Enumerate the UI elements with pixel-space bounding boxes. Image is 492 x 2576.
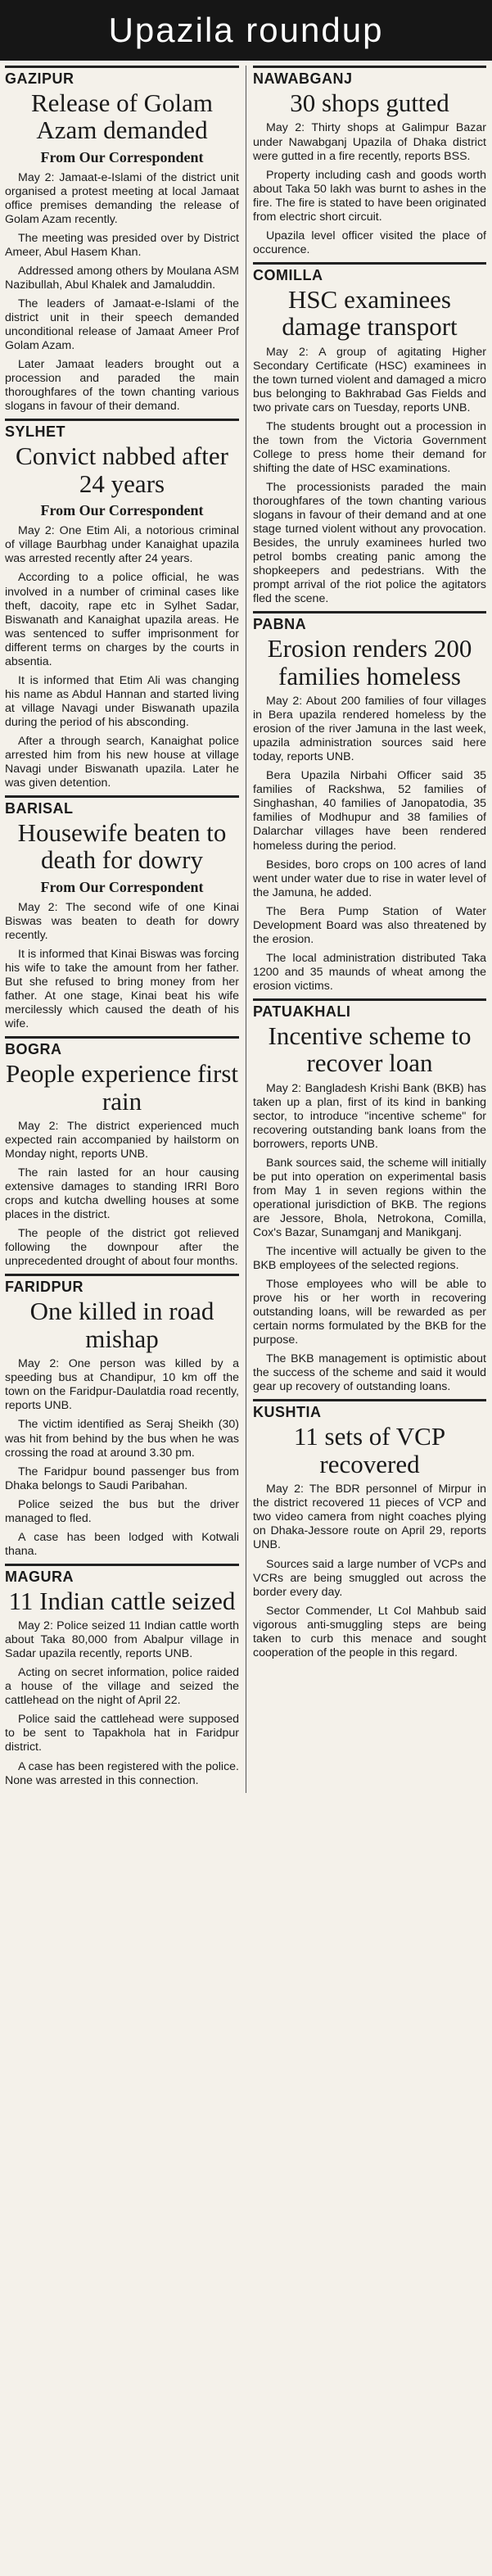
right-column [246,66,486,1793]
story-headline: Convict nabbed after 24 years [16,441,228,498]
story-paragraph: May 2: A group of agitating Higher Secondary Certificate (HSC) examinees in the town turned violent and damaged a micro bus belonging to Bakhrabad Gas Fields and two private cars on Tuesday, reports UNB. [253,345,486,414]
story-headline: 11 sets of VCP recovered [293,1422,446,1478]
story-body [5,1357,239,1558]
news-story [5,1036,239,1269]
news-story [5,795,239,1031]
story-paragraph: Bank sources said, the scheme will initially be put into operation on experimental basis from May 1 in seven regions within the operational jurisdiction of BKB. The regions are Jessore, Bhola, Netrokona, Comilla, Cox's Bazar, Sunamganj and Manikganj. [253,1156,486,1240]
story-dateline: BOGRA [5,1036,239,1058]
story-body [5,1619,239,1787]
story-paragraph: May 2: Bangladesh Krishi Bank (BKB) has taken up a plan, first of its kind in banking sector, to introduce "incentive scheme" for recovering outstanding bank loans from the borrowers, reports UNB. [253,1081,486,1151]
story-paragraph: According to a police official, he was involved in a number of criminal cases like theft, dacoity, rape etc in Sylhet Sadar, Biswanath and Kanaighat upazila areas. He was sentenced to suffer imprisonment for different terms on charges by the courts in absentia. [5,571,239,668]
section-banner [0,0,492,61]
story-byline: From Our Correspondent [40,502,204,519]
story-paragraph: May 2: The second wife of one Kinai Biswas was beaten to death for dowry recently. [5,900,239,942]
story-headline: Housewife beaten to death for dowry [17,817,227,875]
story-dateline: PABNA [253,611,486,633]
story-paragraph: A case has been lodged with Kotwali thana. [5,1530,239,1558]
story-paragraph: It is informed that Kinai Biswas was forcing his wife to take the amount from her father. But she refused to bring money from her father. At one stage, Kinai beat his wife mercilessly which caused the death of his wife. [5,947,239,1031]
news-story [253,66,486,257]
story-paragraph: Acting on secret information, police raided a house of the village and seized the cattlehead on the night of April 22. [5,1666,239,1708]
story-headline: 11 Indian cattle seized [8,1586,236,1615]
story-paragraph: May 2: The district experienced much expected rain accompanied by hailstorm on Monday night, reports UNB. [5,1120,239,1161]
story-dateline: GAZIPUR [5,66,239,88]
story-headline: Erosion renders 200 families homeless [267,634,472,690]
news-story [253,1399,486,1659]
story-byline: From Our Correspondent [40,878,204,895]
story-paragraph: The local administration distributed Taka 1200 and 35 maunds of wheat among the erosion victims. [253,951,486,993]
story-body [253,346,486,607]
story-dateline: FARIDPUR [5,1274,239,1296]
story-paragraph: May 2: About 200 families of four villages in Bera upazila rendered homeless by the erosion of the river Jamuna in the last week, upazila administration sources said here today, reports UNB. [253,695,486,764]
story-headline: People experience first rain [5,1059,239,1116]
story-paragraph: The meeting was presided over by District Ameer, Abul Hasem Khan. [5,232,239,260]
story-paragraph: Upazila level officer visited the place of occurence. [253,229,486,256]
story-paragraph: A case has been registered with the police. None was arrested in this connection. [5,1759,239,1787]
story-paragraph: The students brought out a procession in the town from the Victoria Government College to press home their demand for shifting the date of HSC examinations. [253,419,486,475]
story-paragraph: Police seized the bus but the driver managed to fled. [5,1497,239,1525]
story-body [5,171,239,414]
story-body [253,695,486,994]
story-headline: HSC examinees damage transport [282,284,458,342]
story-paragraph: The victim identified as Seraj Sheikh (30) was hit from behind by the bus when he was crossing the road at around 3.30 pm. [5,1418,239,1460]
story-columns [5,66,487,1793]
story-paragraph: The rain lasted for an hour causing extensive damages to standing IRRI Boro crops and kutcha dwelling houses at some places in the district. [5,1166,239,1222]
left-column [5,66,246,1793]
news-story [5,419,239,790]
story-paragraph: Property including cash and goods worth about Taka 50 lakh was burnt to ashes in the fire. The fire is stated to have been originated from electric short circuit. [253,168,486,224]
story-headline: Release of Golam Azam demanded [30,88,214,145]
story-paragraph: The processionists paraded the main thoroughfares of the town chanting various slogans in favour of their demand and at one stage turned violent without any provocation. Besides, the unruly examinees hurled two petrol bombs creating panic among the shopkeepers and pedestrians. With the prompt arrival of the riot police the agitators fled the scene. [253,480,486,606]
story-paragraph: May 2: Police seized 11 Indian cattle worth about Taka 80,000 from Abalpur village in Sadar upazila recently, reports UNB. [5,1619,239,1661]
story-body [5,901,239,1031]
news-story [5,66,239,414]
story-paragraph: The Faridpur bound passenger bus from Dhaka belongs to Saudi Paribahan. [5,1465,239,1492]
story-paragraph: May 2: Jamaat-e-Islami of the district unit organised a protest meeting at local Jamaat office premises demanding the release of Golam Azam recently. [5,170,239,227]
story-body [253,121,486,256]
story-paragraph: The BKB management is optimistic about the success of the scheme and said it would gear up recovery of outstanding loans. [253,1352,486,1394]
news-story [253,611,486,994]
story-body [5,524,239,790]
story-paragraph: Those employees who will be able to prove his or her worth in recovering outstanding loans, will be rewarded as per certain norms formulated by the BKB for the purpose. [253,1278,486,1347]
story-paragraph: Sources said a large number of VCPs and VCRs are being smuggled out across the border every day. [253,1557,486,1599]
news-story [5,1564,239,1788]
story-dateline: PATUAKHALI [253,998,486,1021]
story-headline: 30 shops gutted [290,88,449,117]
story-dateline: SYLHET [5,419,239,441]
story-dateline: NAWABGANJ [253,66,486,88]
story-dateline: MAGURA [5,1564,239,1586]
story-paragraph: May 2: The BDR personnel of Mirpur in the district recovered 11 pieces of VCP and two video camera from night coaches plying on Dhaka-Jessore route on April 29, reports UNB. [253,1483,486,1552]
story-paragraph: May 2: One person was killed by a speeding bus at Chandipur, 10 km off the town on the Faridpur-Daulatdia road recently, reports UNB. [5,1357,239,1413]
story-paragraph: The incentive will actually be given to the BKB employees of the selected regions. [253,1245,486,1273]
story-paragraph: Later Jamaat leaders brought out a procession and paraded the main thoroughfares of the town chanting various slogans in favour of their demand. [5,358,239,414]
story-paragraph: Bera Upazila Nirbahi Officer said 35 families of Rackshwa, 52 families of Singhashan, 40 families of Janopatodia, 35 families of Modhupur and 38 families of Dalarchar villages have been rendered homeless during the period. [253,769,486,853]
story-headline: One killed in road mishap [29,1297,214,1353]
story-paragraph: The people of the district got relieved following the downpour after the unprecedented drought of about four months. [5,1227,239,1269]
story-paragraph: Besides, boro crops on 100 acres of land went under water due to rise in water level of the Jamuna, he added. [253,858,486,899]
story-paragraph: Sector Commender, Lt Col Mahbub said vigorous anti-smuggling steps are being taken to curb this menace and sought cooperation of the people in this regard. [253,1604,486,1659]
news-story [253,998,486,1395]
story-body [5,1120,239,1269]
story-paragraph: It is informed that Etim Ali was changing his name as Abdul Hannan and started living at village Navagi under Biswanath upazila during the period of his absconding. [5,673,239,729]
section-title: Upazila roundup [108,11,384,49]
story-paragraph: May 2: Thirty shops at Galimpur Bazar under Nawabganj Upazila of Dhaka district were gutted in a fire recently, reports BSS. [253,121,486,163]
story-paragraph: Addressed among others by Moulana ASM Nazibullah, Abul Khalek and Jamaluddin. [5,265,239,292]
story-paragraph: The Bera Pump Station of Water Development Board was also threatened by the erosion. [253,904,486,946]
news-story [253,262,486,607]
story-paragraph: Police said the cattlehead were supposed to be sent to Tapakhola hat in Faridpur district. [5,1713,239,1754]
story-paragraph: After a through search, Kanaighat police arrested him from his new house at village Navagi under Biswanath upazila. Later he was given detention. [5,734,239,790]
story-headline: Incentive scheme to recover loan [268,1021,472,1078]
story-body [253,1483,486,1659]
news-story [5,1274,239,1558]
story-dateline: BARISAL [5,795,239,817]
story-body [253,1082,486,1395]
story-dateline: KUSHTIA [253,1399,486,1421]
story-paragraph: May 2: One Etim Ali, a notorious criminal of village Baurbhag under Kanaighat upazila was arrested recently after 24 years. [5,524,239,566]
story-paragraph: The leaders of Jamaat-e-Islami of the district unit in their speech demanded unconditional release of Jamaat Ameer Prof Golam Azam. [5,297,239,353]
story-byline: From Our Correspondent [40,148,204,165]
story-dateline: COMILLA [253,262,486,284]
